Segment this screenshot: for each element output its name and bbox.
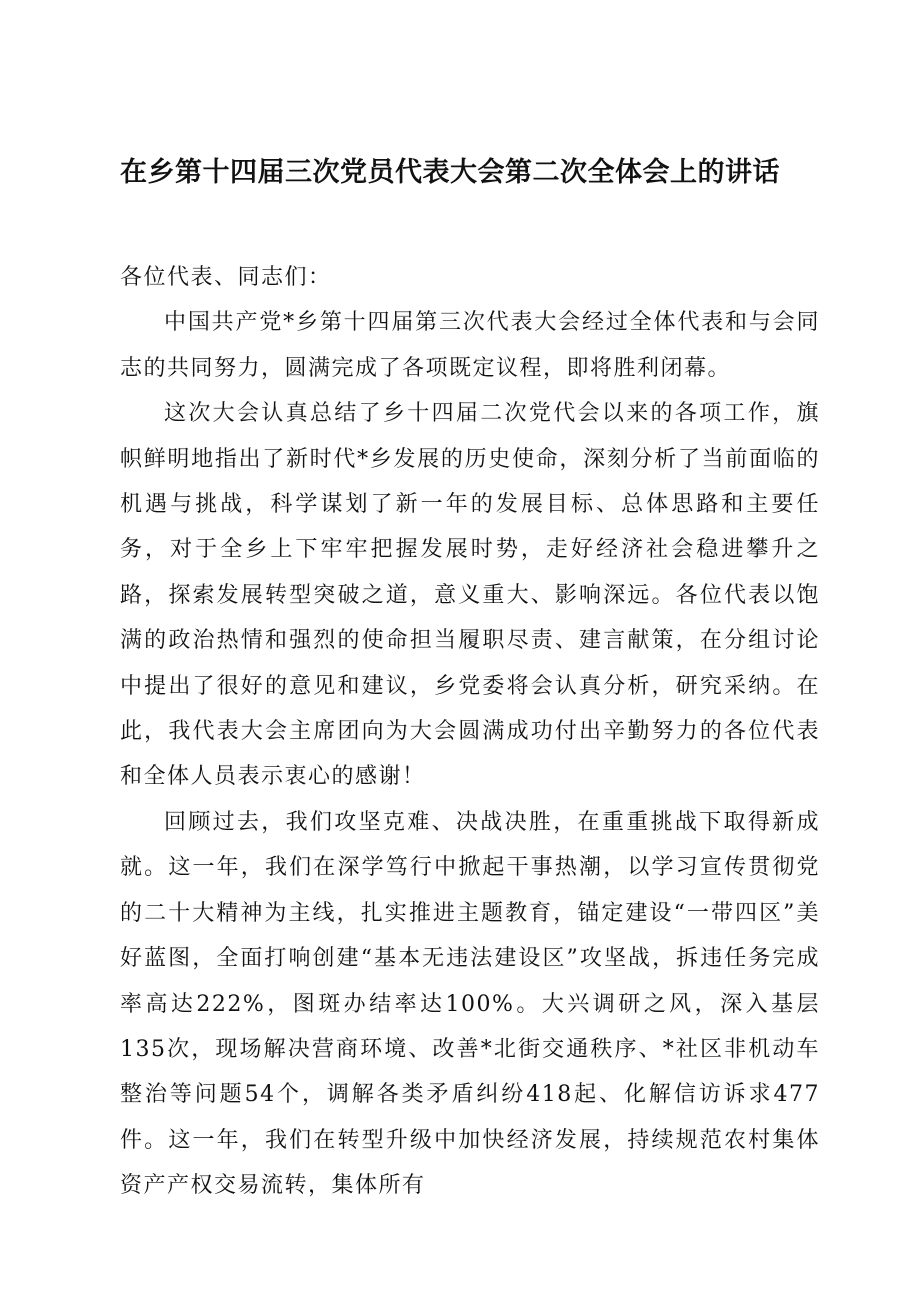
paragraph-3: 回顾过去，我们攻坚克难、决战决胜，在重重挑战下取得新成就。这一年，我们在深学笃行中掀起干事热潮，以学习宣传贯彻党的二十大精神为主线，扎实推进主题教育，锚定建设“一带四区”美好蓝图，全面打响创建“基本无违法建设区”攻坚战，拆违任务完成率高达222%，图斑办结率达100%。大兴调研之风，深入基层135次，现场解决营商环境、改善*北街交通秩序、*社区非机动车整治等问题54个，调解各类矛盾纠纷418起、化解信访诉求477件。这一年，我们在转型升级中加快经济发展，持续规范农村集体资产产权交易流转，集体所有 [120, 809, 820, 1199]
paragraph-2: 这次大会认真总结了乡十四届二次党代会以来的各项工作，旗帜鲜明地指出了新时代*乡发展的历史使命，深刻分析了当前面临的机遇与挑战，科学谋划了新一年的发展目标、总体思路和主要任务，对于全乡上下牢牢把握发展时势，走好经济社会稳进攀升之路，探索发展转型突破之道，意义重大、影响深远。各位代表以饱满的政治热情和强烈的使命担当履职尽责、建言献策，在分组讨论中提出了很好的意见和建议，乡党委将会认真分析，研究采纳。在此，我代表大会主席团向为大会圆满成功付出辛勤努力的各位代表和全体人员表示衷心的感谢！ [120, 401, 820, 790]
document-body [120, 255, 820, 1209]
paragraph-1: 中国共产党*乡第十四届第三次代表大会经过全体代表和与会同志的共同努力，圆满完成了各项既定议程，即将胜利闭幕。 [120, 310, 820, 381]
salutation: 各位代表、同志们： [120, 265, 332, 290]
document-title: 在乡第十四届三次党员代表大会第二次全体会上的讲话 [120, 157, 780, 188]
